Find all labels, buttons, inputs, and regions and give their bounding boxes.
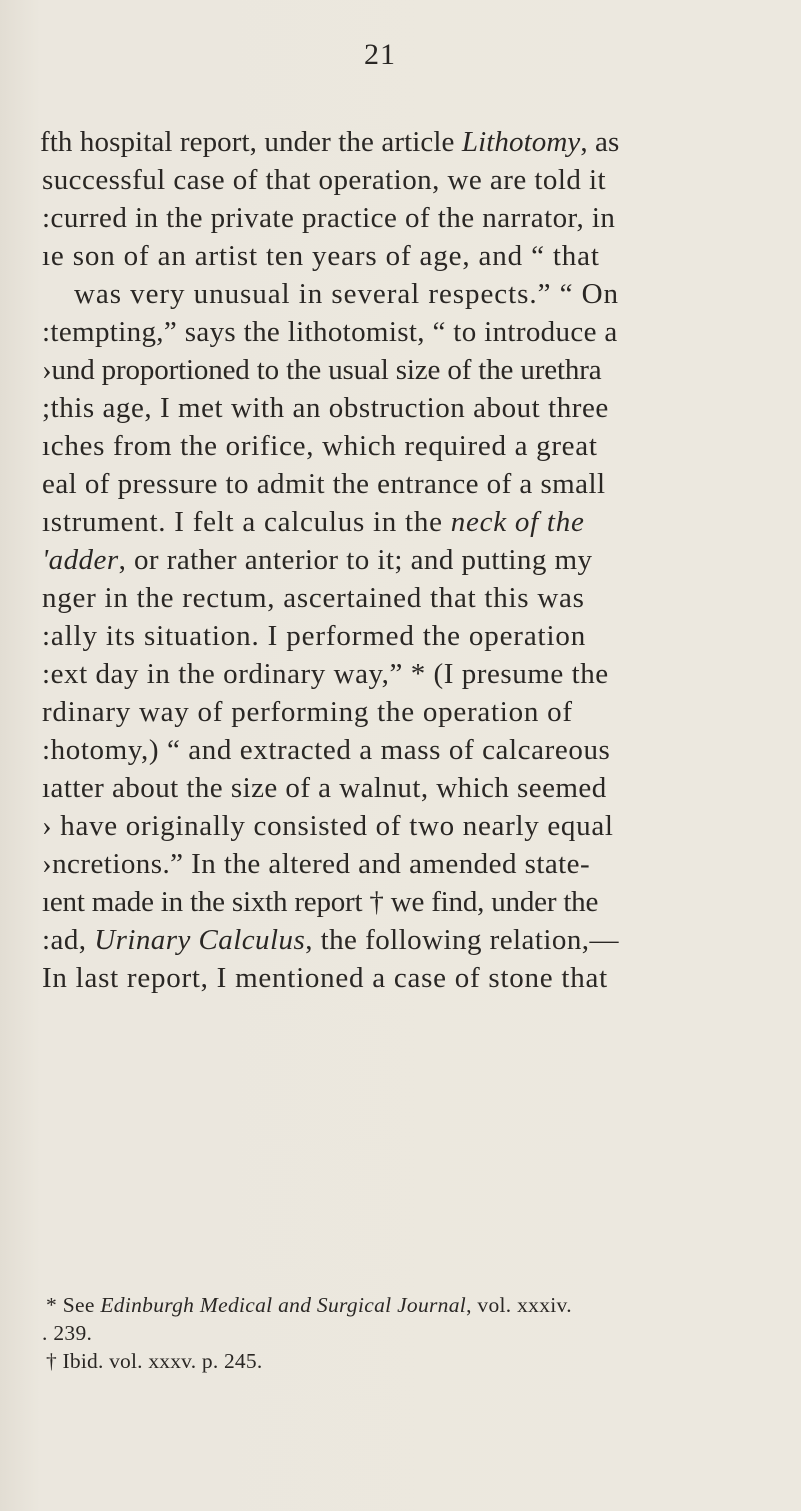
text-line: ;this age, I met with an obstruction about three — [42, 392, 609, 424]
text-line: :curred in the private practice of the narrator, in — [42, 202, 616, 234]
footnote-line: * See Edinburgh Medical and Surgical Journal, vol. xxxiv. — [46, 1293, 572, 1317]
text-line: :tempting,” says the lithotomist, “ to introduce a — [42, 316, 618, 348]
footnote-line: † Ibid. vol. xxxv. p. 245. — [46, 1349, 263, 1373]
text-line: :ext day in the ordinary way,” * (I presume the — [42, 658, 609, 690]
text-line: successful case of that operation, we are told it — [42, 164, 606, 196]
text-line: :ad, Urinary Calculus, the following relation,— — [42, 924, 619, 956]
text-line: eal of pressure to admit the entrance of a small — [42, 468, 606, 500]
footnote-line: . 239. — [42, 1321, 93, 1345]
text-line: ıent made in the sixth report † we find, under the — [42, 886, 599, 918]
text-line: › have originally consisted of two nearly equal — [42, 810, 614, 842]
text-line: :ally its situation. I performed the operation — [42, 620, 587, 652]
page-number: 21 — [364, 38, 396, 71]
text-line: ıe son of an artist ten years of age, and “ that — [42, 240, 600, 272]
text-line: ıatter about the size of a walnut, which seemed — [42, 772, 607, 804]
text-line: was very unusual in several respects.” “ On — [74, 278, 619, 310]
text-line: 'adder, or rather anterior to it; and putting my — [42, 544, 593, 576]
text-line: ›ncretions.” In the altered and amended state- — [42, 848, 591, 880]
text-line: fth hospital report, under the article Lithotomy, as — [40, 126, 620, 158]
text-line: ıstrument. I felt a calculus in the neck of the — [42, 506, 585, 538]
text-line: rdinary way of performing the operation of — [42, 696, 573, 728]
text-line: :hotomy,) “ and extracted a mass of calcareous — [42, 734, 611, 766]
text-line: nger in the rectum, ascertained that this was — [42, 582, 585, 614]
text-line: In last report, I mentioned a case of stone that — [42, 962, 608, 994]
text-line: ıches from the orifice, which required a great — [42, 430, 598, 462]
text-line: ›und proportioned to the usual size of the urethra — [42, 354, 602, 386]
